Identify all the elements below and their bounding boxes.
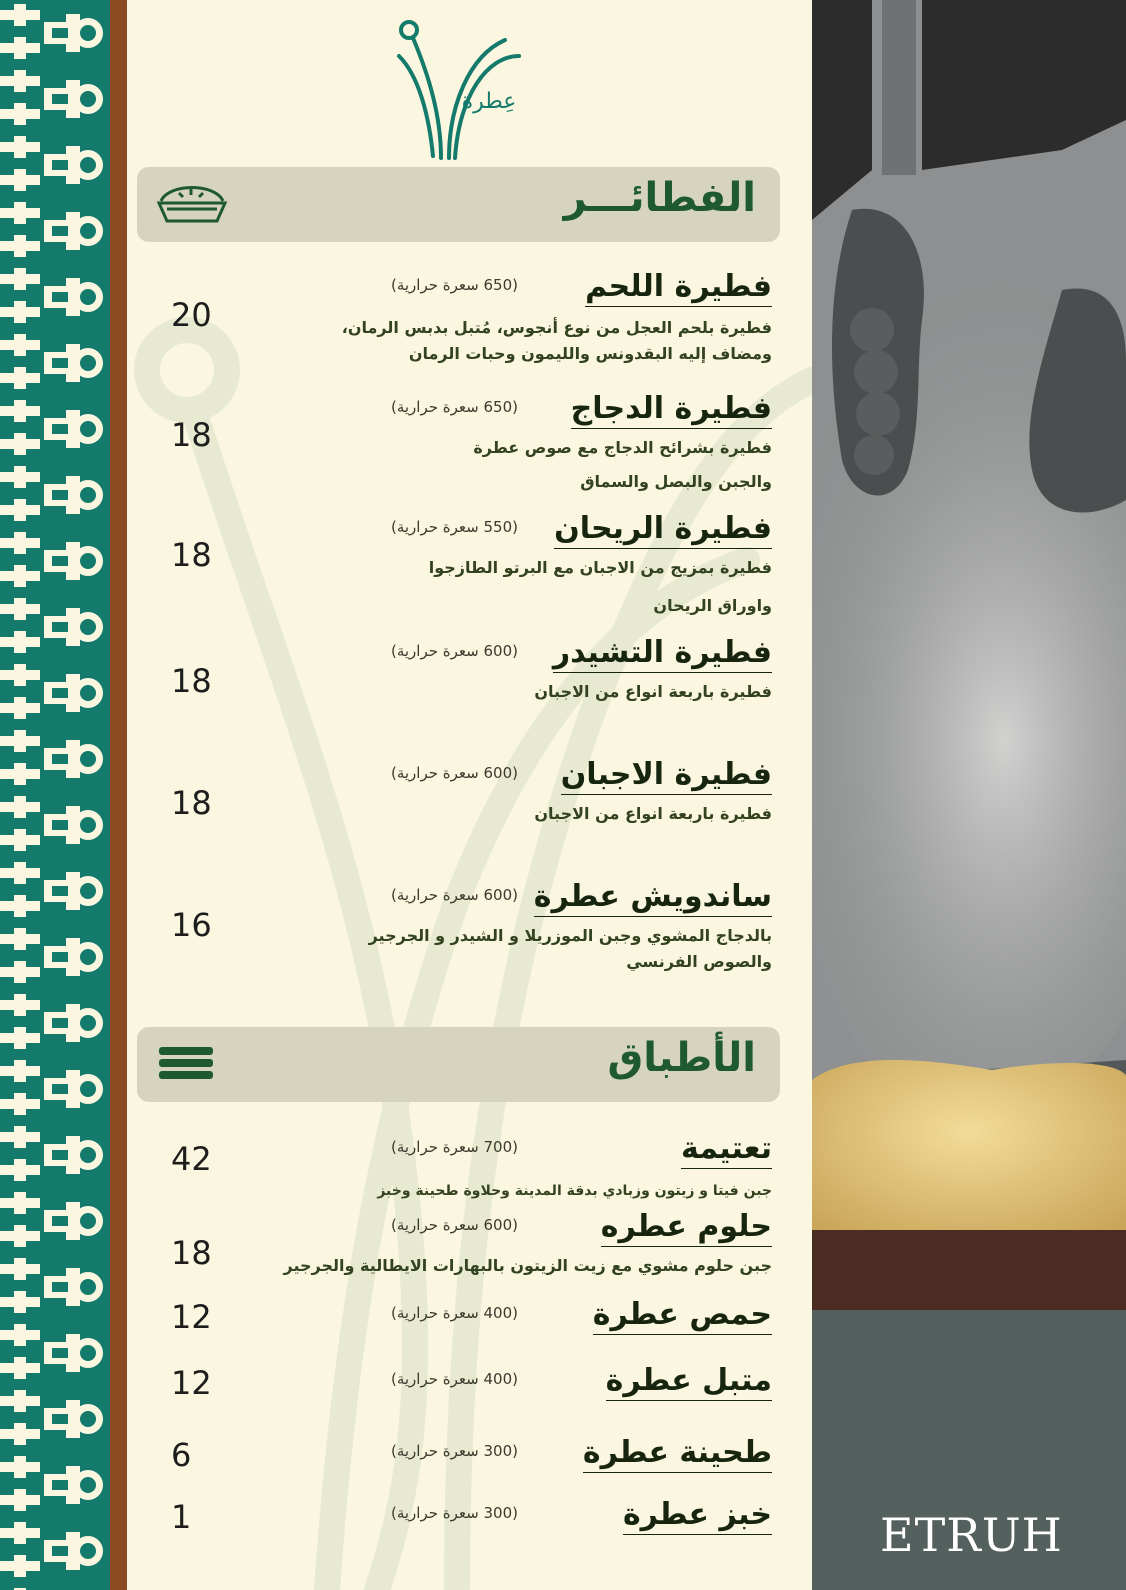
item-price: 12 bbox=[171, 1364, 212, 1402]
item-calories: (400 سعرة حرارية) bbox=[390, 1304, 518, 1322]
item-name: حلوم عطره bbox=[601, 1208, 772, 1247]
logo-text: عِطرة bbox=[461, 89, 517, 114]
item-name: متبل عطرة bbox=[606, 1362, 772, 1401]
item-calories: (600 سعرة حرارية) bbox=[390, 886, 518, 904]
item-description: والجبن والبصل والسماق bbox=[580, 472, 772, 491]
item-price: 42 bbox=[171, 1140, 212, 1178]
chef-photo bbox=[812, 0, 1126, 1590]
item-price: 1 bbox=[171, 1498, 192, 1536]
item-description: بالدجاج المشوي وجبن الموزريلا و الشيدر و الجرجير bbox=[368, 926, 772, 945]
item-description: ومضاف إليه البقدونس والليمون وحبات الرمان bbox=[408, 344, 772, 363]
decorative-border bbox=[0, 0, 127, 1590]
chef-illustration bbox=[812, 0, 1126, 1590]
item-name: فطيرة الاجبان bbox=[561, 756, 772, 795]
section-header-pies bbox=[137, 167, 780, 242]
section-title: الأطباق bbox=[607, 1035, 756, 1081]
item-description: فطيرة باربعة انواع من الاجبان bbox=[534, 682, 772, 701]
item-calories: (400 سعرة حرارية) bbox=[390, 1370, 518, 1388]
item-name: طحينة عطرة bbox=[583, 1434, 772, 1473]
item-name: حمص عطرة bbox=[593, 1296, 772, 1335]
section-title: الفطائـــر bbox=[563, 175, 756, 221]
item-name: خبز عطرة bbox=[623, 1496, 772, 1535]
item-calories: (600 سعرة حرارية) bbox=[390, 764, 518, 782]
item-name: فطيرة التشيدر bbox=[553, 634, 772, 673]
item-calories: (700 سعرة حرارية) bbox=[390, 1138, 518, 1156]
item-calories: (550 سعرة حرارية) bbox=[390, 518, 518, 536]
brand-name: ETRUH bbox=[880, 1508, 1063, 1562]
item-description: واوراق الريحان bbox=[653, 596, 772, 615]
item-calories: (300 سعرة حرارية) bbox=[390, 1504, 518, 1522]
item-description: جبن فيتا و زيتون وزبادي بدقة المدينة وحلاوة طحينة وخبز bbox=[377, 1183, 772, 1199]
item-description: جبن حلوم مشوي مع زيت الزيتون بالبهارات الايطالية والجرجير bbox=[283, 1256, 772, 1275]
item-description: فطيرة بشرائح الدجاج مع صوص عطرة bbox=[473, 438, 772, 457]
plates-stack-icon bbox=[155, 1039, 219, 1087]
item-price: 20 bbox=[171, 296, 212, 334]
item-name: ساندويش عطرة bbox=[534, 878, 772, 917]
item-price: 18 bbox=[171, 1234, 212, 1272]
item-calories: (600 سعرة حرارية) bbox=[390, 642, 518, 660]
item-calories: (650 سعرة حرارية) bbox=[390, 276, 518, 294]
item-description: فطيرة بمزيج من الاجبان مع البرتو الطازجوا bbox=[428, 558, 772, 577]
item-price: 18 bbox=[171, 662, 212, 700]
section-header-dishes bbox=[137, 1027, 780, 1102]
item-calories: (600 سعرة حرارية) bbox=[390, 1216, 518, 1234]
item-name: فطيرة الريحان bbox=[554, 510, 772, 549]
ornament-pattern bbox=[0, 0, 127, 1590]
item-name: تعتيمة bbox=[681, 1130, 772, 1169]
item-calories: (300 سعرة حرارية) bbox=[390, 1442, 518, 1460]
item-price: 18 bbox=[171, 536, 212, 574]
item-description: والصوص الفرنسي bbox=[626, 952, 772, 971]
etruh-logo bbox=[389, 16, 529, 166]
item-price: 6 bbox=[171, 1436, 192, 1474]
item-price: 16 bbox=[171, 906, 212, 944]
pie-icon bbox=[155, 179, 229, 227]
item-calories: (650 سعرة حرارية) bbox=[390, 398, 518, 416]
item-name: فطيرة اللحم bbox=[585, 268, 772, 307]
item-price: 18 bbox=[171, 784, 212, 822]
item-description: فطيرة بلحم العجل من نوع أنجوس، مُتبل بدبس الرمان، bbox=[341, 318, 772, 337]
item-price: 12 bbox=[171, 1298, 212, 1336]
item-description: فطيرة باربعة انواع من الاجبان bbox=[534, 804, 772, 823]
menu-panel bbox=[127, 0, 812, 1590]
item-name: فطيرة الدجاج bbox=[571, 390, 772, 429]
item-price: 18 bbox=[171, 416, 212, 454]
